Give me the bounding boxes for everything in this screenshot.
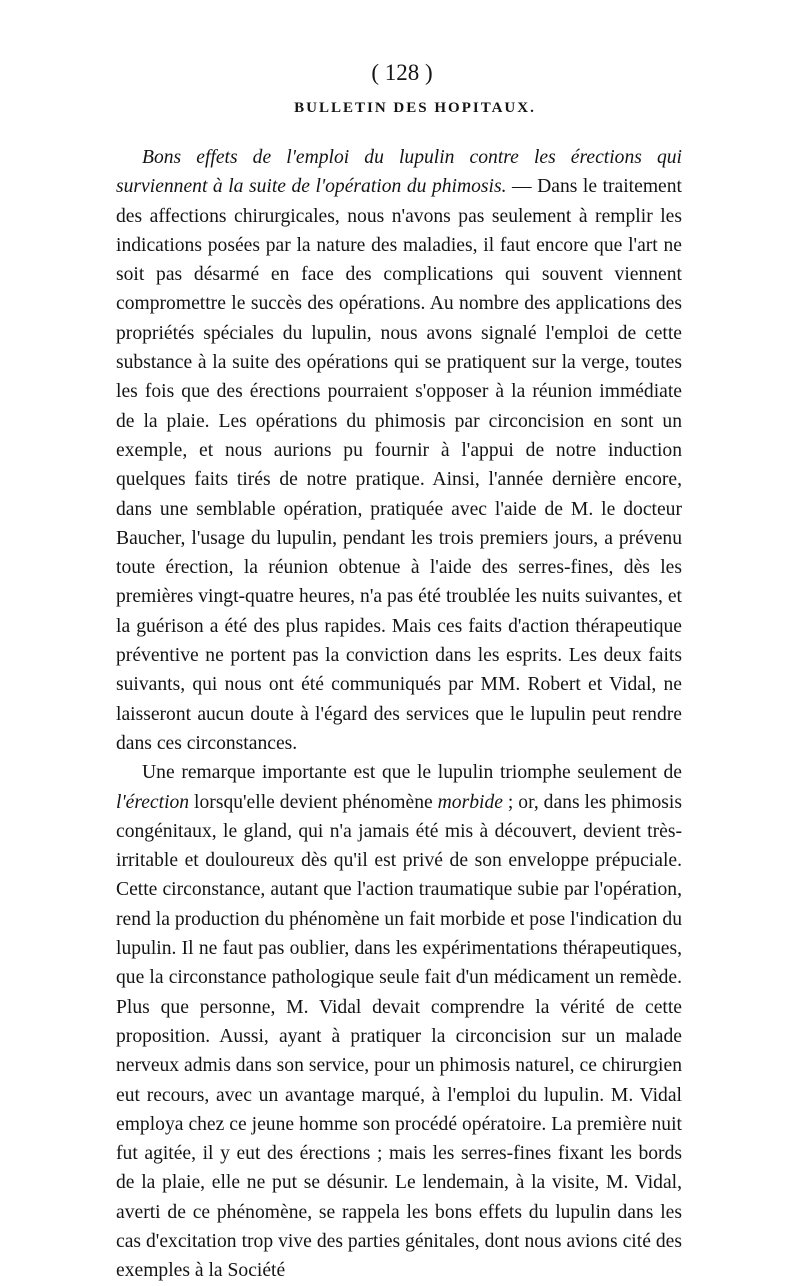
paragraph-1: [116, 143, 682, 758]
title-dash: —: [506, 176, 538, 198]
paragraph-1-text: Dans le traitement des affections chirurgicales, nous n'avons pas seulement à remplir les indications posées par la nature des maladies, il faut encore que l'art ne soit pas désarmé en face des complications qui souvent viennent compromettre le succès des opérations. Au nombre des applications des propriétés spéciales du lupulin, nous avons signalé l'emploi de cette substance à la suite des opérations qui se pratiquent sur la verge, toutes les fois que des érections pourraient s'opposer à la réunion immédiate de la plaie. Les opérations du phimosis par circoncision en sont un exemple, et nous aurions pu fournir à l'appui de notre induction quelques faits tirés de notre pratique. Ainsi, l'année dernière encore, dans une semblable opération, pratiquée avec l'aide de M. le docteur Baucher, l'usage du lupulin, pendant les trois premiers jours, a prévenu toute érection, la réunion obtenue à l'aide des serres-fines, dès les premières vingt-quatre heures, n'a pas été troublée les nuits suivantes, et la guérison a été des plus rapides. Mais ces faits d'action thérapeutique préventive ne portent pas la conviction dans les esprits. Les deux faits suivants, qui nous ont été communiqués par MM. Robert et Vidal, ne laisseront aucun doute à l'égard des services que le lupulin peut rendre dans ces circonstances.: [116, 176, 682, 754]
running-title: BULLETIN DES HOPITAUX.: [294, 100, 536, 116]
emphasis-erection: l'érection: [116, 791, 190, 813]
paragraph-2-text-b: lorsqu'elle devient phénomène: [189, 791, 438, 813]
book-page: [116, 58, 682, 1286]
article-body: [116, 143, 682, 1286]
article-title: Bons effets de l'emploi du lupulin contre les érections qui surviennent à la suite de l'opération du phimosis.: [116, 147, 682, 198]
emphasis-morbide: morbide: [437, 791, 503, 813]
paragraph-2-text-a: Une remarque importante est que le lupulin triomphe seulement de: [142, 762, 682, 784]
paragraph-2: [116, 758, 682, 1285]
page-number: ( 128 ): [371, 60, 433, 85]
paragraph-2-text-c: ; or, dans les phimosis congénitaux, le gland, qui n'a jamais été mis à découvert, devient très-irritable et douloureux dès qu'il est privé de son enveloppe prépuciale. Cette circonstance, autant que l'action traumatique subie par l'opération, rend la production du phénomène un fait morbide et pose l'indication du lupulin. Il ne faut pas oublier, dans les expérimentations thérapeutiques, que la circonstance pathologique seule fait d'un médicament un remède. Plus que personne, M. Vidal devait comprendre la vérité de cette proposition. Aussi, ayant à pratiquer la circoncision sur un malade nerveux admis dans son service, pour un phimosis naturel, ce chirurgien eut recours, avec un avantage marqué, à l'emploi du lupulin. M. Vidal employa chez ce jeune homme son procédé opératoire. La première nuit fut agitée, il y eut des érections ; mais les serres-fines fixant les bords de la plaie, elle ne put se désunir. Le lendemain, à la visite, M. Vidal, averti de ce phénomène, se rappela les bons effets du lupulin dans les cas d'excitation trop vive des parties génitales, dont nous avions cité des exemples à la Société: [116, 791, 682, 1282]
